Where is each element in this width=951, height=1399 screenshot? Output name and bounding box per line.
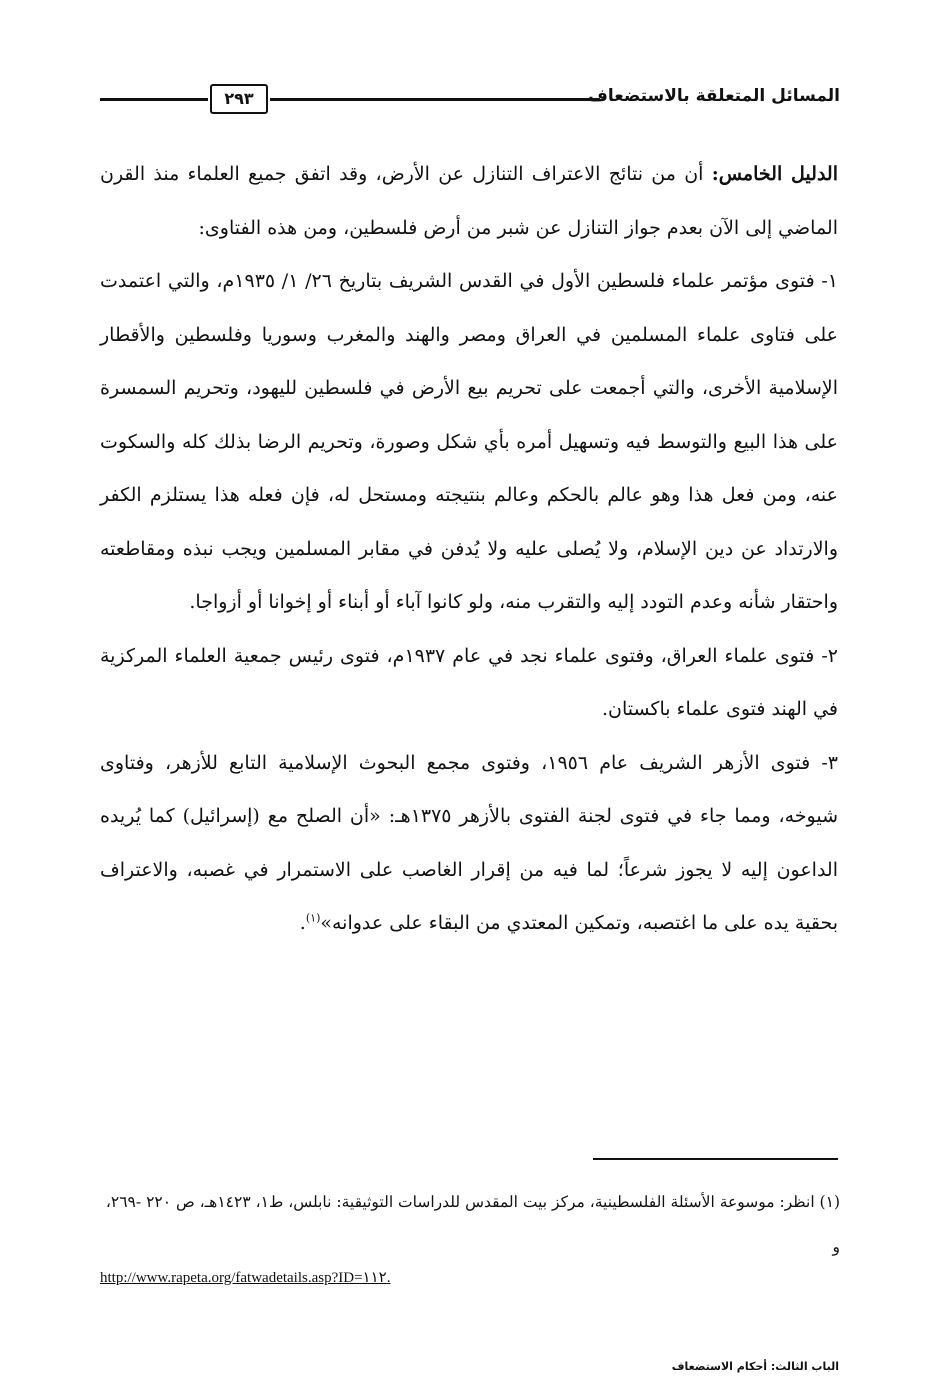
header-rule-left: [100, 98, 208, 101]
footnote-url-link[interactable]: http://www.rapeta.org/fatwadetails.asp?ID=١١٢.: [100, 1270, 391, 1286]
paragraph-lead: الدليل الخامس:: [711, 163, 839, 185]
page-header: [100, 84, 840, 120]
chapter-header-title: المسائل المتعلقة بالاستضعاف: [588, 86, 840, 106]
paragraph-text: ٣- فتوى الأزهر الشريف عام ١٩٥٦، وفتوى مجمع البحوث الإسلامية التابع للأزهر، وفتاوى شيوخه، ومما جاء في فتوى لجنة الفتوى بالأزهر ١٣٧٥هـ: «أن الصلح مع (إسرائيل) كما يُريده الداعون إليه لا يجوز شرعاً؛ لما فيه من إقرار الغاصب على الاستمرار في غصبه، والاعتراف بحقية يده على ما اغتصبه، وتمكين المعتدي من البقاء على عدوانه»: [100, 751, 838, 934]
paragraph-text: أن من نتائج الاعتراف التنازل عن الأرض، وقد اتفق جميع العلماء منذ القرن الماضي إلى الآن بعدم جواز التنازل عن شبر من أرض فلسطين، ومن هذه الفتاوى:: [100, 163, 838, 239]
running-footer: الباب الثالث: أحكام الاستضعاف: [671, 1360, 839, 1373]
paragraph-fatwa-3: [100, 737, 838, 951]
paragraph-fatwa-1: ١- فتوى مؤتمر علماء فلسطين الأول في القدس الشريف بتاريخ ٢٦/ ١/ ١٩٣٥م، والتي اعتمدت على فتاوى علماء المسلمين في العراق ومصر والهند والمغرب وسوريا وفلسطين والأقطار الإسلامية الأخرى، والتي أجمعت على تحريم بيع الأرض في فلسطين لليهود، وتحريم السمسرة على هذا البيع والتوسط فيه وتسهيل أمره بأي شكل وصورة، وتحريم الرضا بذلك كله والسكوت عنه، ومن فعل هذا وهو عالم بالحكم وعالم بنتيجته ومستحل له، فإن فعله هذا يستلزم الكفر والارتداد عن دين الإسلام، ولا يُصلى عليه ولا يُدفن في مقابر المسلمين ويجب نبذه ومقاطعته واحتقار شأنه وعدم التودد إليه والتقرب منه، ولو كانوا آباء أو أبناء أو إخوانا أو أزواجا.: [100, 270, 838, 613]
main-text: [100, 148, 838, 951]
footnote-separator: [593, 1158, 838, 1160]
paragraph-fatwa-2: ٢- فتوى علماء العراق، وفتوى علماء نجد في عام ١٩٣٧م، فتوى رئيس جمعية العلماء المركزية في الهند فتوى علماء باكستان.: [100, 644, 838, 720]
footnote-reference[interactable]: (١): [305, 911, 321, 925]
header-rule-right: [270, 98, 600, 101]
paragraph-evidence-five: [100, 148, 838, 255]
paragraph-end: .: [299, 912, 306, 934]
footnote-text: (١) انظر: موسوعة الأسئلة الفلسطينية، مركز بيت المقدس للدراسات التوثيقية: نابلس، ط١، ١٤٢٣هـ، ص ٢٢٠ -٢٦٩، و: [105, 1193, 840, 1256]
page-number: ٢٩٣: [210, 84, 268, 114]
footnote: [100, 1180, 840, 1270]
